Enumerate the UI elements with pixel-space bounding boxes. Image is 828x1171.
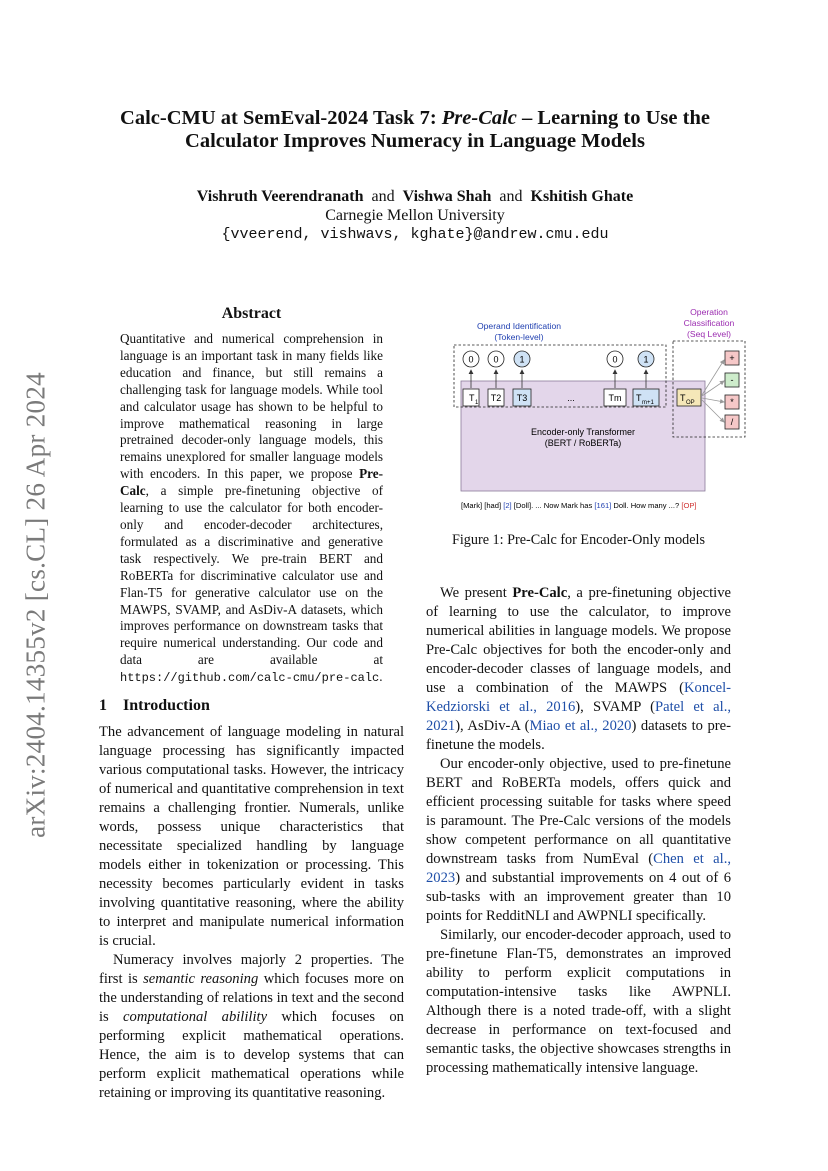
svg-text:m+1: m+1: [642, 400, 654, 406]
operand-sublabel: (Token-level): [494, 332, 544, 342]
svg-text:0: 0: [612, 354, 618, 365]
svg-text:1: 1: [643, 354, 649, 365]
right-paragraph-3: Similarly, our encoder-decoder approach, used to pre-finetune Flan-T5, demonstrates an improved ability to perform explicit computations in computation-intensive tasks like AWPNLI. Although there is a noted trade-off, with a slight decrease in performance on text-focused and semantic tasks, the objective showcases strengths in processing mathematically intensive language.: [426, 927, 731, 1076]
abstract-text: Quantitative and numerical comprehension in language is an important task in many fields like education and finance, but still remains a challenging task for language models. While tool and calculator usage has shown to be helpful to improve mathematical reasoning in large pretrained decoder-only language models, this remains unexplored for smaller language models with encoders. In this paper, we propose Pre-Calc, a simple pre-finetuning objective of learning to use the calculator for both encoder-only and encoder-decoder architectures, formulated as a discriminative and generative task respectively. We pre-train BERT and RoBERTa for discriminative calculator use and Flan-T5 for generative calculator use on the MAWPS, SVAMP, and AsDiv-A datasets, which improves performance on downstream tasks that require numerical understanding. Our code and data are available at https://github.com/calc-cmu/pre-calc.: [120, 331, 383, 686]
operation-label-2: Classification: [683, 318, 735, 328]
author-2: Vishwa Shah: [402, 188, 492, 205]
svg-text:Tm: Tm: [608, 393, 622, 403]
figure-input-text: [Mark] [had] [2] [Doll]. ... Now Mark has [161] Doll. How many ...? [OP]: [461, 501, 697, 510]
author-names: Vishruth Veerendranath and Vishwa Shah and Kshitish Ghate: [196, 188, 634, 205]
citation-link[interactable]: Patel et al., 2021: [426, 699, 731, 734]
arxiv-id: arXiv:2404.14355v2 [cs.CL] 26 Apr 2024: [20, 372, 51, 838]
encoder-sublabel: (BERT / RoBERTa): [544, 438, 622, 448]
svg-text:T2: T2: [490, 393, 502, 403]
figure-caption: Figure 1: Pre-Calc for Encoder-Only models: [451, 532, 706, 548]
svg-text:1: 1: [475, 400, 479, 406]
svg-text:/: /: [730, 417, 734, 427]
abstract-heading: Abstract: [221, 305, 282, 322]
section-heading-introduction: 1 Introduction: [99, 697, 210, 715]
svg-text:...: ...: [567, 393, 575, 403]
svg-text:-: -: [730, 375, 734, 385]
intro-paragraph-2: Numeracy involves majorly 2 properties. The first is semantic reasoning which focuses more on the understanding of relations in text and the second is computational abilility which focuses on performing explicit mathematical operations. Hence, the aim is to develop systems that can perform explicit mathematical operations while retaining or improving its quantitative reasoning.: [99, 952, 405, 1102]
operation-label: Operation: [690, 307, 728, 317]
arxiv-watermark: [16, 359, 56, 851]
right-paragraph-1: We present Pre-Calc, a pre-finetuning objective of learning to use the calculator, to improve numerical abilities in language models. We propose Pre-Calc objectives for both the encoder-only and encoder-decoder classes of language models, and use a combination of the MAWPS (Koncel-Kedziorski et al., 2016), SVAMP (Patel et al., 2021), AsDiv-A (Miao et al., 2020) datasets to pre-finetune the models.: [426, 585, 731, 753]
operation-label-3: (Seq Level): [687, 329, 731, 339]
operand-label: Operand Identification: [476, 321, 562, 331]
author-1: Vishruth Veerendranath: [196, 188, 364, 205]
svg-text:0: 0: [493, 354, 499, 365]
svg-text:OP: OP: [686, 400, 695, 406]
right-paragraph-2: Our encoder-only objective, used to pre-finetune BERT and RoBERTa models, offers quick and efficient processing suitable for tasks where speed is paramount. The Pre-Calc versions of the models show competent performance on all quantitative downstream tasks from NumEval (Chen et al., 2023) and substantial improvements on 4 out of 6 sub-tasks with an improvement greater than 10 points for RedditNLI and AWPNLI specifically.: [426, 756, 731, 924]
intro-paragraph-1: The advancement of language modeling in natural language processing has significantly impacted various computational tasks. However, the intricacy of numerical and quantitative comprehension in text remains a challenging frontier. Numerals, unlike words, possess unique characteristics that necessitate specialized handling by language models either in tokenization or processing. This necessity becomes particularly evident in tasks involving quantitative reasoning, where the ability to interpret and manipulate numerical information is crucial.: [99, 724, 404, 950]
code-link[interactable]: https://github.com/calc-cmu/pre-calc: [120, 671, 380, 686]
left-column: [99, 305, 404, 1103]
svg-text:0: 0: [468, 354, 474, 365]
author-emails: {vveerend, vishwavs, kghate}@andrew.cmu.edu: [221, 226, 609, 243]
author-3: Kshitish Ghate: [530, 188, 634, 205]
author-block: [99, 187, 731, 244]
svg-text:T: T: [636, 393, 642, 403]
paper-title: Calc-CMU at SemEval-2024 Task 7: Pre-Calc – Learning to Use the Calculator Improves Numeracy in Language Models: [120, 107, 710, 152]
citation-link[interactable]: Chen et al., 2023: [426, 851, 731, 886]
figure-1: [451, 301, 761, 516]
svg-text:T3: T3: [516, 393, 528, 403]
svg-text:+: +: [729, 353, 735, 363]
encoder-label: Encoder-only Transformer: [530, 427, 636, 437]
right-column: [426, 584, 731, 1078]
svg-text:1: 1: [519, 354, 525, 365]
citation-link[interactable]: Miao et al., 2020: [529, 718, 632, 734]
svg-text:*: *: [730, 397, 734, 407]
svg-text:T: T: [680, 393, 686, 403]
affiliation: Carnegie Mellon University: [325, 207, 505, 224]
citation-link[interactable]: Koncel-Kedziorski et al., 2016: [426, 680, 731, 715]
svg-text:T: T: [469, 393, 475, 403]
